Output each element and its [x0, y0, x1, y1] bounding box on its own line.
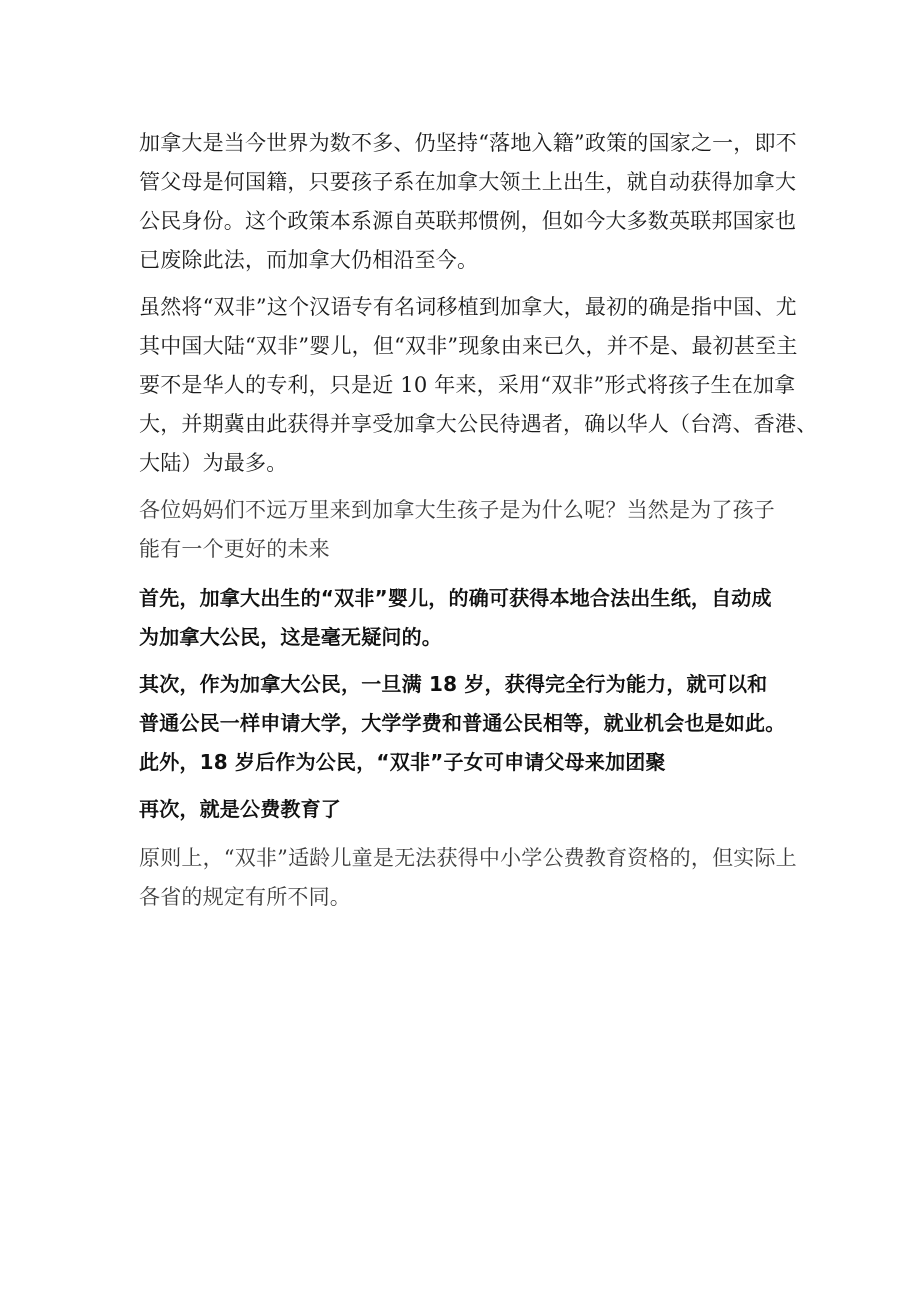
paragraph-6	[139, 790, 789, 829]
paragraph-gap	[139, 657, 789, 665]
paragraph-3	[139, 491, 789, 569]
paragraph-line: 大陆）为最多。	[139, 451, 288, 475]
paragraph-2	[139, 288, 818, 483]
paragraph-gap	[139, 280, 789, 288]
paragraph-gap	[139, 782, 789, 790]
paragraph-line: 要不是华人的专利，只是近 10 年来，采用“双非”形式将孩子生在加拿	[139, 373, 796, 397]
paragraph-line: 其次，作为加拿大公民，一旦满 18 岁，获得完全行为能力，就可以和	[139, 672, 768, 696]
document-body	[139, 124, 818, 917]
paragraph-5	[139, 665, 789, 782]
paragraph-line: 公民身份。这个政策本系源自英联邦惯例，但如今大多数英联邦国家也	[139, 209, 797, 233]
paragraph-line: 加拿大是当今世界为数不多、仍坚持“落地入籍”政策的国家之一，即不	[139, 131, 797, 155]
paragraph-line: 大，并期冀由此获得并享受加拿大公民待遇者，确以华人（台湾、香港、	[139, 412, 818, 436]
paragraph-line: 能有一个更好的未来	[139, 537, 330, 561]
paragraph-line: 为加拿大公民，这是毫无疑问的。	[139, 625, 442, 649]
paragraph-line: 管父母是何国籍，只要孩子系在加拿大领土上出生，就自动获得加拿大	[139, 170, 797, 194]
paragraph-line: 原则上，“双非”适龄儿童是无法获得中小学公费教育资格的，但实际上	[139, 846, 797, 870]
paragraph-line: 各位妈妈们不远万里来到加拿大生孩子是为什么呢？当然是为了孩子	[139, 498, 775, 522]
paragraph-gap	[139, 829, 789, 839]
paragraph-line: 其中国大陆“双非”婴儿，但“双非”现象由来已久，并不是、最初甚至主	[139, 334, 798, 358]
paragraph-line: 各省的规定有所不同。	[139, 885, 351, 909]
paragraph-gap	[139, 569, 789, 579]
paragraph-line: 虽然将“双非”这个汉语专有名词移植到加拿大，最初的确是指中国、尤	[139, 295, 797, 319]
paragraph-line: 再次，就是公费教育了	[139, 797, 341, 821]
paragraph-line: 首先，加拿大出生的“双非”婴儿，的确可获得本地合法出生纸，自动成	[139, 586, 772, 610]
paragraph-4	[139, 579, 789, 657]
paragraph-gap	[139, 483, 789, 491]
paragraph-7	[139, 839, 797, 917]
paragraph-line: 已废除此法，而加拿大仍相沿至今。	[139, 248, 479, 272]
paragraph-line: 此外，18 岁后作为公民，“双非”子女可申请父母来加团聚	[139, 750, 666, 774]
paragraph-line: 普通公民一样申请大学，大学学费和普通公民相等，就业机会也是如此。	[139, 711, 786, 735]
paragraph-1	[139, 124, 797, 280]
